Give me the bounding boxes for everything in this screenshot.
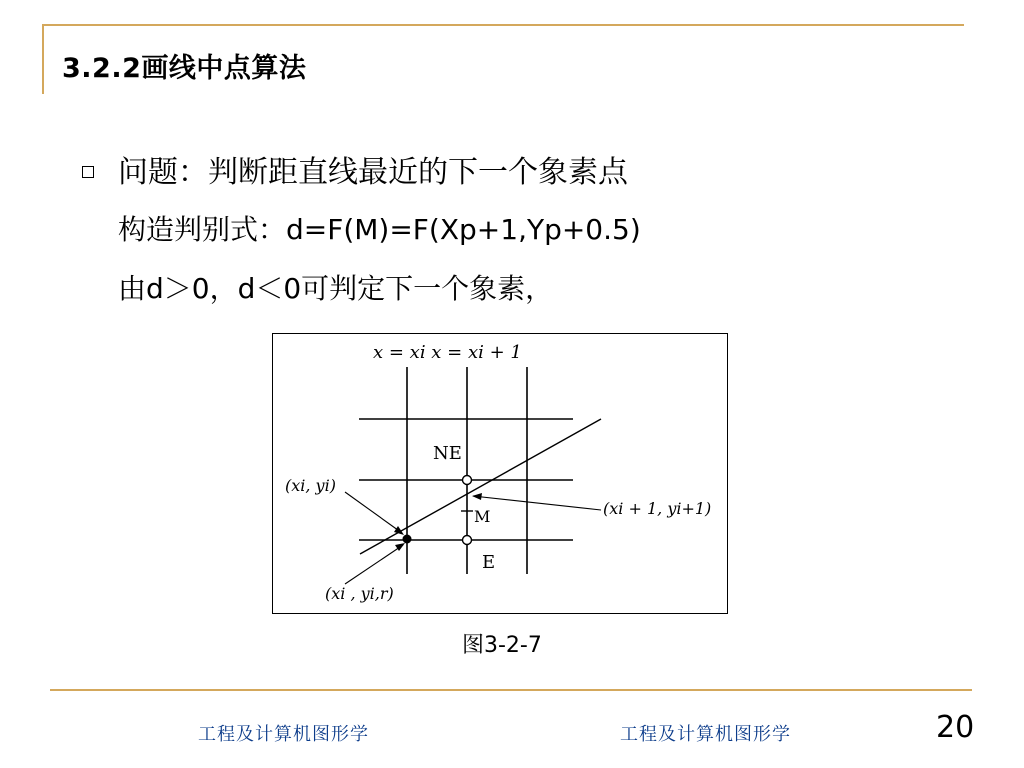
title-accent-vertical-line xyxy=(42,24,44,94)
page-number: 20 xyxy=(936,710,975,745)
bullet-square-icon xyxy=(82,166,94,178)
footer-divider xyxy=(50,689,972,691)
arrow-pi xyxy=(345,492,402,533)
slide-title: 3.2.2画线中点算法 xyxy=(62,53,307,84)
pixel-current-point xyxy=(403,535,412,544)
midpoint-diagram-svg xyxy=(273,334,727,613)
arrow-pir xyxy=(345,545,403,584)
label-pir: (xi , yi,r) xyxy=(325,584,394,603)
discriminant-text: 构造判别式：d=F(M)=F(Xp+1,Yp+0.5) xyxy=(118,213,641,246)
pixel-e-point xyxy=(463,536,472,545)
midpoint-diagram xyxy=(272,333,728,614)
ideal-line xyxy=(360,419,601,554)
label-m: M xyxy=(474,507,491,526)
title-accent-horizontal-line xyxy=(42,24,964,26)
pixel-ne-point xyxy=(463,476,472,485)
decision-text: 由d＞0，d＜0可判定下一个象素， xyxy=(118,272,554,305)
label-next: (xi + 1, yi+1) xyxy=(603,499,712,518)
figure-caption: 图3-2-7 xyxy=(462,633,542,658)
label-x-lines: x = xi x = xi + 1 xyxy=(373,342,522,363)
label-ne: NE xyxy=(433,443,462,464)
footer-course-name-left: 工程及计算机图形学 xyxy=(198,724,369,745)
arrow-next xyxy=(473,496,601,510)
problem-text: 问题：判断距直线最近的下一个象素点 xyxy=(118,155,628,190)
label-e: E xyxy=(482,552,496,573)
arrow-next-head xyxy=(472,493,482,500)
label-pi: (xi, yi) xyxy=(285,476,336,495)
footer-course-name-right: 工程及计算机图形学 xyxy=(620,724,791,745)
